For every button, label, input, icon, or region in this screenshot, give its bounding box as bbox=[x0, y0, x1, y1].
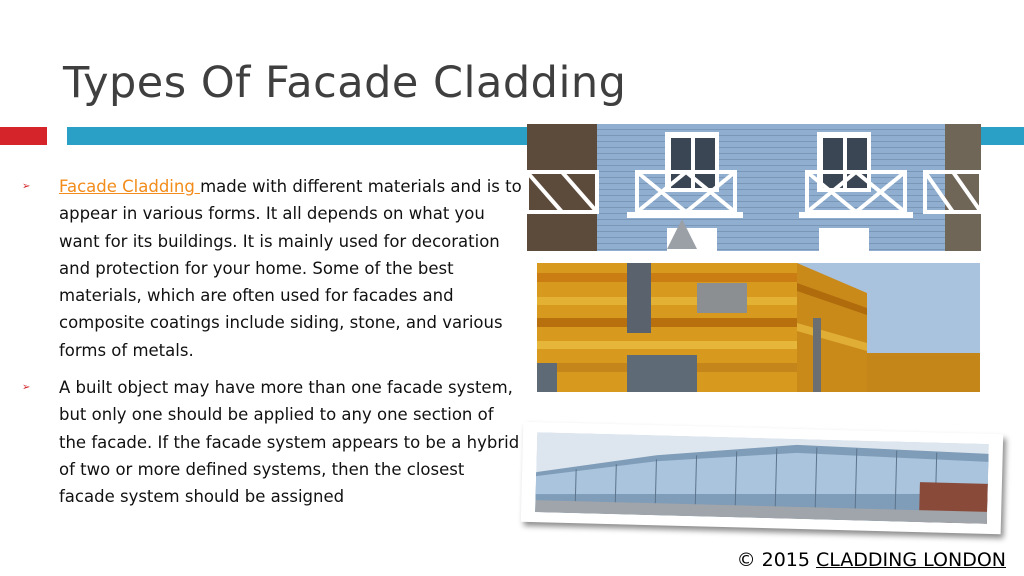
bullet-text: A built object may have more than one facade system, but only one should be applied to any one section of the facade. If the facade system appears to be a hybrid of two or more defined systems, then the closest facade system should be assigned bbox=[59, 378, 520, 507]
blue-wood-facade-photo bbox=[527, 124, 981, 251]
glass-facade-photo-frame bbox=[521, 422, 1003, 535]
footer-copyright bbox=[737, 549, 1006, 571]
bullet-text: made with different materials and is to appear in various forms. It all depends on what you want for its buildings. It is mainly used for decoration and protection for your home. Some of the best materials, which are often used for facades and composite coatings include siding, stone, and various forms of metals. bbox=[59, 177, 522, 360]
yellow-panel-facade-photo bbox=[537, 263, 980, 392]
bullet-item bbox=[22, 374, 522, 510]
bullet-list bbox=[22, 173, 522, 521]
bullet-arrow-icon: ➢ bbox=[22, 382, 31, 394]
brand-link[interactable]: CLADDING LONDON bbox=[816, 549, 1006, 571]
accent-bar-red bbox=[0, 127, 47, 145]
bullet-item bbox=[22, 173, 522, 364]
facade-cladding-link[interactable]: Facade Cladding bbox=[59, 177, 201, 196]
copyright-text: © 2015 bbox=[736, 549, 816, 571]
slide-title: Types Of Facade Cladding bbox=[63, 58, 627, 108]
bullet-arrow-icon: ➢ bbox=[22, 181, 31, 192]
glass-facade-photo bbox=[535, 432, 989, 524]
